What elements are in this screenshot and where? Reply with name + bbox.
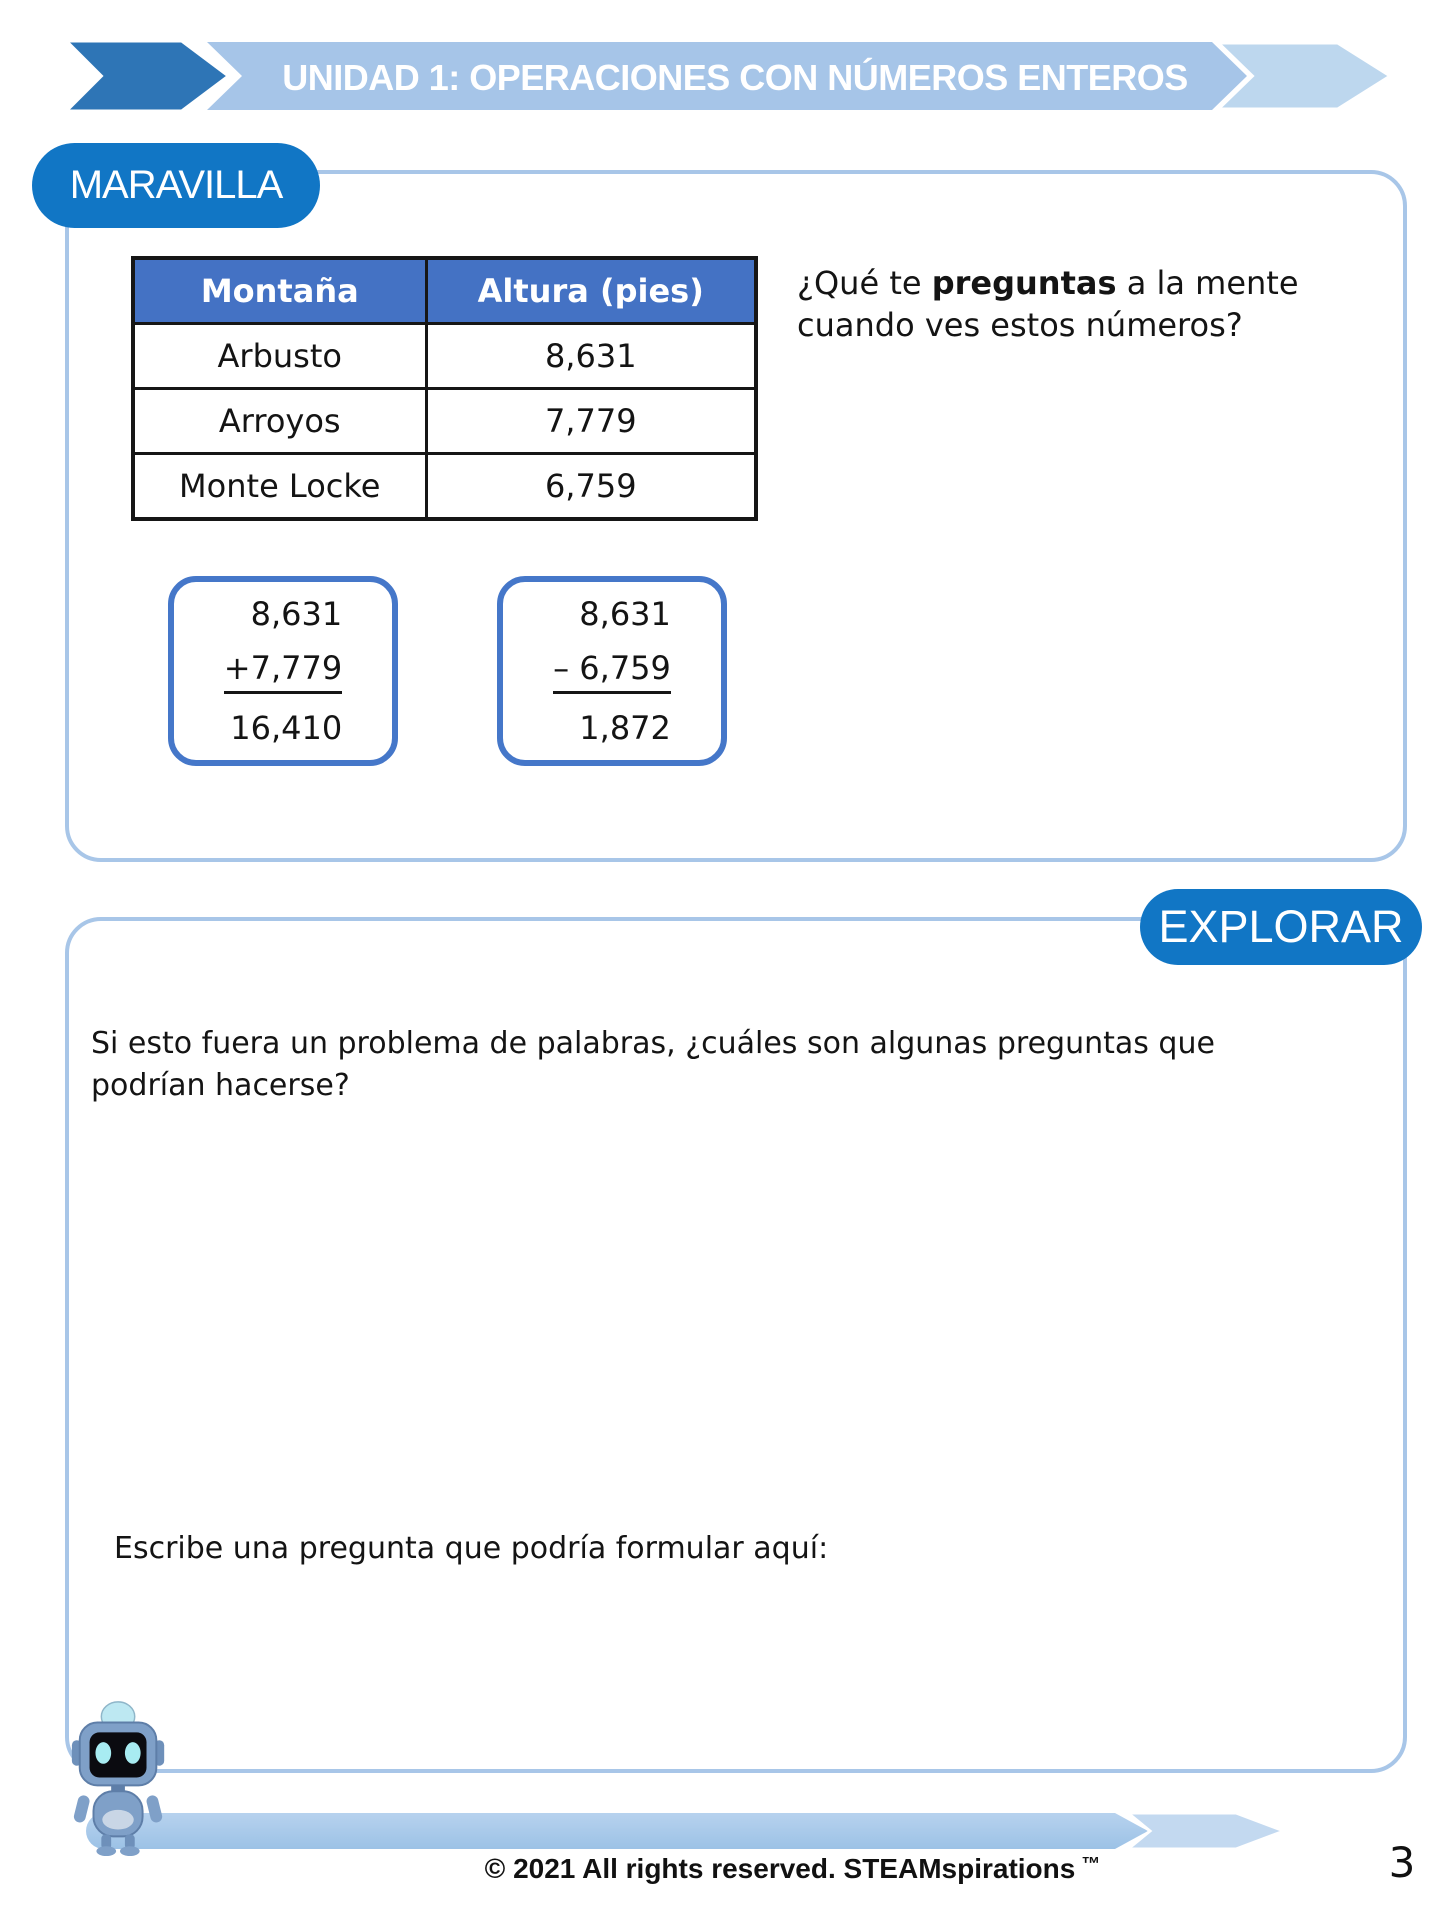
mountain-name: Arroyos (133, 389, 426, 454)
subtraction-box (497, 576, 727, 766)
mountain-name: Monte Locke (133, 454, 426, 520)
addition-top-operand: 8,631 (250, 595, 343, 633)
explorar-badge: EXPLORAR (1140, 889, 1422, 965)
footer-bar-main (86, 1813, 1148, 1849)
copyright-text: © 2021 All rights reserved. STEAMspirations (484, 1853, 1076, 1884)
question-bold-word: preguntas (931, 264, 1117, 302)
mountain-name: Arbusto (133, 324, 426, 389)
subtraction-stack (553, 595, 671, 747)
table-row (133, 454, 756, 520)
addition-result: 16,410 (230, 709, 343, 747)
subtraction-result: 1,872 (579, 709, 671, 747)
maravilla-panel (65, 170, 1407, 862)
addition-stack (224, 595, 342, 747)
explore-prompt: Si esto fuera un problema de palabras, ¿cuáles son algunas preguntas que podrían hacerse? (91, 1026, 1215, 1103)
robot-mascot-icon (66, 1697, 174, 1859)
mountain-height: 6,759 (426, 454, 756, 520)
write-question-prompt: Escribe una pregunta que podría formular aquí: (114, 1531, 829, 1566)
unit-title: UNIDAD 1: OPERACIONES CON NÚMEROS ENTEROS (282, 57, 1188, 98)
mountains-table (131, 256, 758, 521)
explorar-panel (65, 917, 1407, 1773)
addition-bottom-operand: +7,779 (224, 649, 342, 694)
table-row (133, 389, 756, 454)
addition-box (168, 576, 398, 766)
header-chevron-dark (64, 40, 230, 112)
footer-bar (0, 1805, 1445, 1865)
footer-bar-arrow (1128, 1813, 1284, 1849)
col-header-altura: Altura (pies) (426, 258, 756, 324)
subtraction-top-operand: 8,631 (579, 595, 671, 633)
table-header-row (133, 258, 756, 324)
mountain-height: 8,631 (426, 324, 756, 389)
wonder-question-text (797, 262, 1317, 346)
table-row (133, 324, 756, 389)
question-post: a la mente cuando ves estos números? (797, 264, 1299, 345)
trademark-symbol: ™ (1081, 1854, 1101, 1875)
page-number: 3 (1388, 1838, 1416, 1887)
col-header-montana: Montaña (133, 258, 426, 324)
subtraction-bottom-operand: – 6,759 (553, 649, 671, 694)
mountain-height: 7,779 (426, 389, 756, 454)
maravilla-badge: MARAVILLA (32, 143, 320, 228)
question-pre: ¿Qué te (797, 264, 932, 302)
